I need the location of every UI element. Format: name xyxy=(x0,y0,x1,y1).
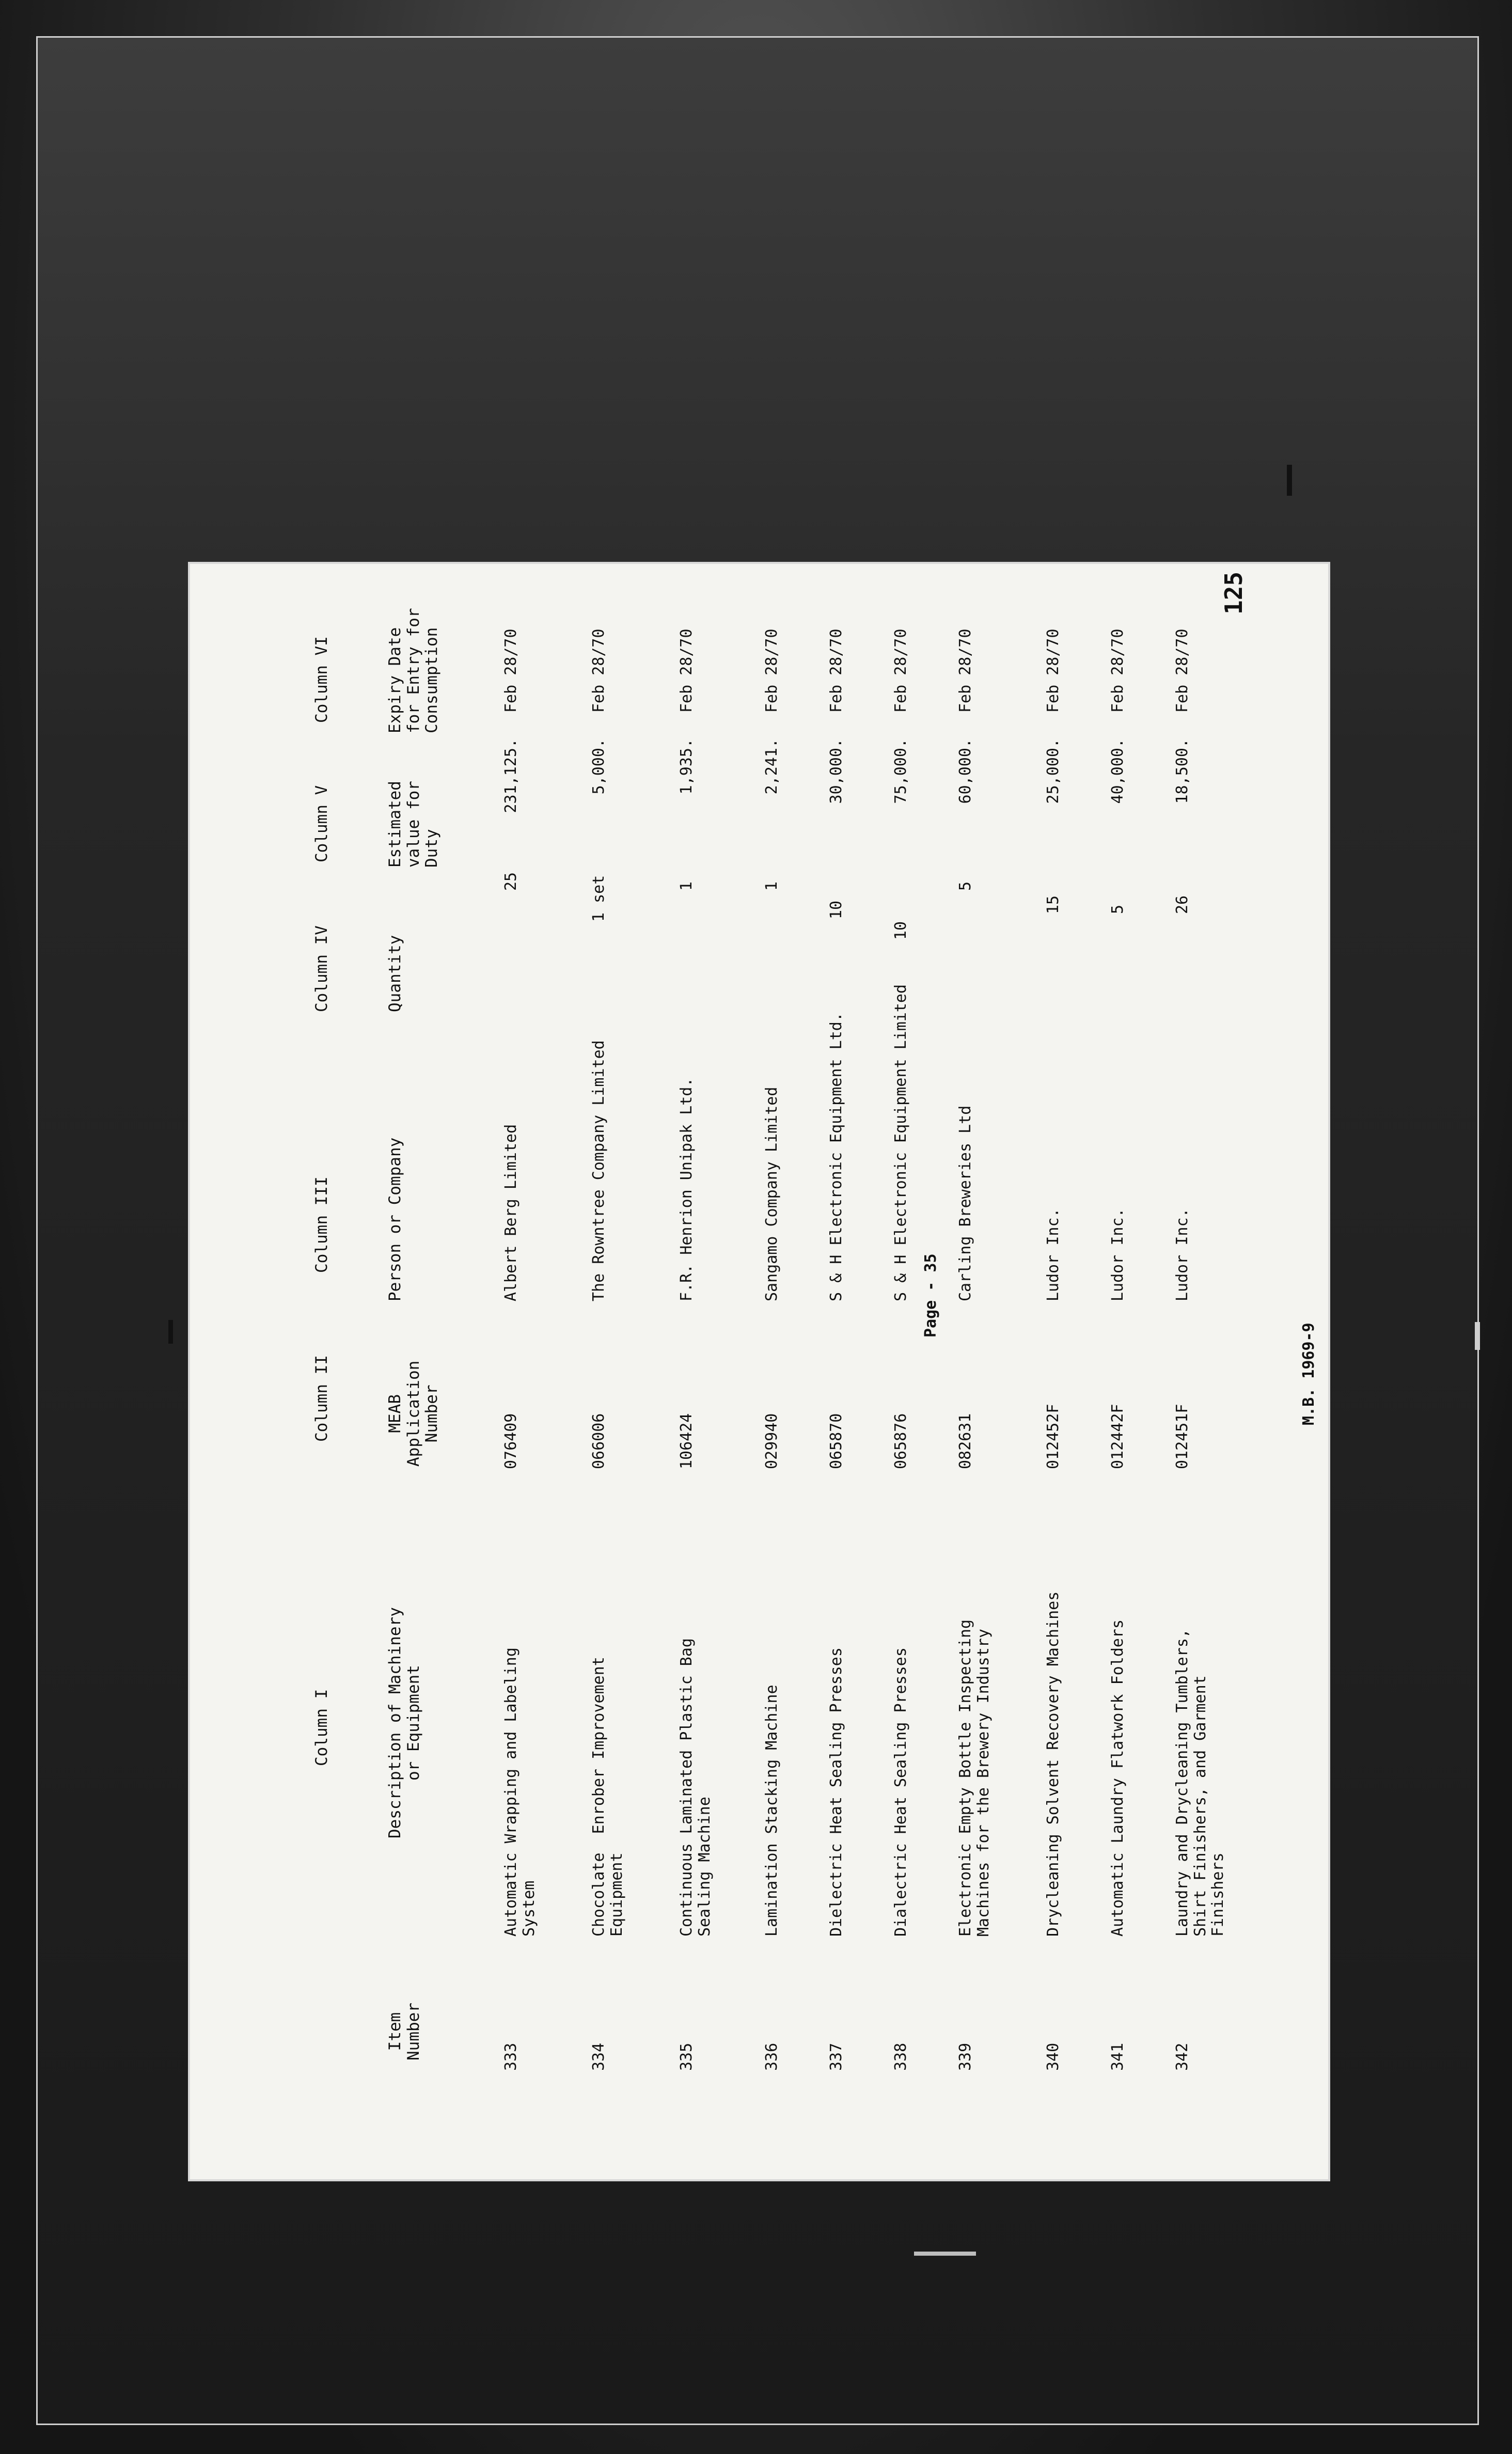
header-person-company: Person or Company xyxy=(386,1137,404,1301)
row-341-quantity: 5 xyxy=(1109,904,1127,914)
row-337-application: 065870 xyxy=(827,1413,845,1469)
row-340-quantity: 15 xyxy=(1044,895,1062,914)
row-333-company: Albert Berg Limited xyxy=(502,1124,520,1301)
row-335-item: 335 xyxy=(678,2042,696,2071)
header-description: Description of Machinery or Equipment xyxy=(386,1607,423,1838)
row-334-description: Chocolate Enrober Improvement Equipment xyxy=(590,1657,626,1937)
page-number: 125 xyxy=(1220,571,1248,615)
row-340-item: 340 xyxy=(1044,2042,1062,2071)
scan-artifact xyxy=(1475,1322,1480,1350)
column-title-4: Column IV xyxy=(312,925,331,1012)
row-341-description: Automatic Laundry Flatwork Folders xyxy=(1109,1619,1127,1937)
document-page xyxy=(190,564,1328,2179)
row-334-value: 5,000. xyxy=(590,738,608,795)
row-339-company: Carling Breweries Ltd xyxy=(956,1105,974,1301)
row-337-value: 30,000. xyxy=(827,738,845,804)
row-337-item: 337 xyxy=(827,2042,845,2071)
row-338-expiry: Feb 28/70 xyxy=(892,628,910,713)
row-337-quantity: 10 xyxy=(827,900,845,919)
row-333-application: 076409 xyxy=(502,1413,520,1469)
row-341-application: 012442F xyxy=(1109,1404,1127,1469)
row-336-expiry: Feb 28/70 xyxy=(763,628,781,713)
header-estimated-value: Estimated value for Duty xyxy=(386,781,442,868)
row-334-application: 066006 xyxy=(590,1413,608,1469)
row-339-quantity: 5 xyxy=(956,881,974,891)
header-quantity: Quantity xyxy=(386,935,404,1012)
row-342-description: Laundry and Drycleaning Tumblers, Shirt Finishers, and Garment Finishers xyxy=(1173,1628,1227,1937)
row-341-expiry: Feb 28/70 xyxy=(1109,628,1127,713)
row-338-description: Dialectric Heat Sealing Presses xyxy=(892,1647,910,1937)
row-338-quantity: 10 xyxy=(892,921,910,940)
row-338-value: 75,000. xyxy=(892,738,910,804)
row-336-quantity: 1 xyxy=(763,881,781,891)
column-title-6: Column VI xyxy=(312,636,331,723)
row-336-description: Lamination Stacking Machine xyxy=(763,1685,781,1937)
row-342-item: 342 xyxy=(1173,2042,1191,2071)
row-337-description: Dielectric Heat Sealing Presses xyxy=(827,1647,845,1937)
row-333-description: Automatic Wrapping and Labeling System xyxy=(502,1647,538,1937)
row-339-application: 082631 xyxy=(956,1413,974,1469)
scan-artifact xyxy=(168,1320,173,1344)
row-334-company: The Rowntree Company Limited xyxy=(590,1040,608,1301)
row-334-item: 334 xyxy=(590,2042,608,2071)
scan-artifact xyxy=(1287,465,1292,496)
header-expiry-date: Expiry Date for Entry for Consumption xyxy=(386,608,442,733)
row-339-value: 60,000. xyxy=(956,738,974,804)
scan-artifact xyxy=(914,2252,976,2256)
column-title-1: Column I xyxy=(312,1689,331,1766)
row-340-description: Drycleaning Solvent Recovery Machines xyxy=(1044,1591,1062,1937)
row-340-value: 25,000. xyxy=(1044,738,1062,804)
row-342-company: Ludor Inc. xyxy=(1173,1208,1191,1301)
row-333-expiry: Feb 28/70 xyxy=(502,628,520,713)
row-340-application: 012452F xyxy=(1044,1404,1062,1469)
row-342-value: 18,500. xyxy=(1173,738,1191,804)
row-335-application: 106424 xyxy=(678,1413,696,1469)
row-341-value: 40,000. xyxy=(1109,738,1127,804)
row-337-company: S & H Electronic Equipment Ltd. xyxy=(827,1012,845,1301)
row-335-expiry: Feb 28/70 xyxy=(678,628,696,713)
row-335-quantity: 1 xyxy=(678,881,696,891)
header-application-number: MEAB Application Number xyxy=(386,1360,442,1467)
row-334-quantity: 1 set xyxy=(590,875,608,922)
row-342-quantity: 26 xyxy=(1173,895,1191,914)
row-341-item: 341 xyxy=(1109,2042,1127,2071)
row-338-application: 065876 xyxy=(892,1413,910,1469)
row-336-application: 029940 xyxy=(763,1413,781,1469)
row-336-company: Sangamo Company Limited xyxy=(763,1087,781,1301)
column-title-3: Column III xyxy=(312,1176,331,1273)
row-337-expiry: Feb 28/70 xyxy=(827,628,845,713)
row-339-item: 339 xyxy=(956,2042,974,2071)
row-333-quantity: 25 xyxy=(502,872,520,891)
row-340-company: Ludor Inc. xyxy=(1044,1208,1062,1301)
row-338-item: 338 xyxy=(892,2042,910,2071)
row-333-value: 231,125. xyxy=(502,738,520,813)
row-334-expiry: Feb 28/70 xyxy=(590,628,608,713)
row-336-value: 2,241. xyxy=(763,738,781,795)
row-342-expiry: Feb 28/70 xyxy=(1173,628,1191,713)
row-339-expiry: Feb 28/70 xyxy=(956,628,974,713)
row-333-item: 333 xyxy=(502,2042,520,2071)
column-title-5: Column V xyxy=(312,785,331,862)
row-336-item: 336 xyxy=(763,2042,781,2071)
row-338-company: S & H Electronic Equipment Limited xyxy=(892,984,910,1301)
page-label: Page - 35 xyxy=(922,1253,940,1338)
row-335-value: 1,935. xyxy=(678,738,696,795)
column-title-2: Column II xyxy=(312,1355,331,1442)
row-341-company: Ludor Inc. xyxy=(1109,1208,1127,1301)
footer-reference: M.B. 1969-9 xyxy=(1300,1323,1318,1425)
row-339-description: Electronic Empty Bottle Inspecting Machines for the Brewery Industry xyxy=(956,1619,993,1937)
rotated-table-page xyxy=(190,564,1328,2179)
row-335-company: F.R. Henrion Unipak Ltd. xyxy=(678,1077,696,1301)
row-342-application: 012451F xyxy=(1173,1404,1191,1469)
header-item-number: Item Number xyxy=(386,2003,423,2060)
row-340-expiry: Feb 28/70 xyxy=(1044,628,1062,713)
row-335-description: Continuous Laminated Plastic Bag Sealing Machine xyxy=(678,1638,714,1937)
